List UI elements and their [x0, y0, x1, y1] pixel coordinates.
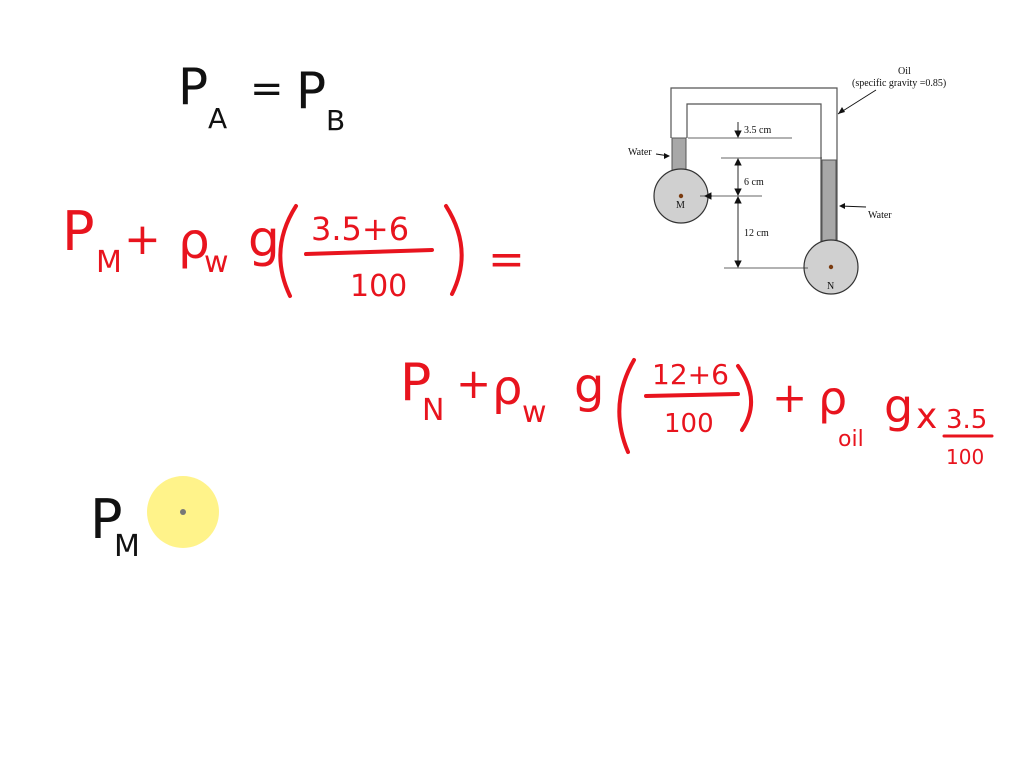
eq3-frac2-denominator: 100 [946, 445, 985, 469]
eq1-p2-subscript: B [326, 104, 346, 137]
point-n-label: N [827, 281, 835, 292]
eq2-rho-subscript: w [204, 245, 229, 280]
eq2-equals: = [488, 234, 525, 285]
oil-label: Oil [898, 66, 911, 77]
eq3-rho-oil-symbol: ρ [818, 371, 848, 425]
water-column-right [822, 160, 836, 250]
eq1-equals: = [250, 66, 284, 112]
point-m-label: M [676, 200, 685, 211]
eq3-numerator: 12+6 [652, 358, 729, 391]
eq4-p-symbol: P [90, 488, 123, 551]
eq3-rho-symbol: ρ [492, 360, 523, 416]
eq3-denominator: 100 [664, 409, 714, 439]
eq4-p-subscript: M [114, 529, 140, 564]
dim-mid-label: 6 cm [744, 177, 764, 188]
eq1-p-symbol: P [178, 58, 209, 116]
pointer-highlight [147, 476, 219, 548]
dim-top-label: 3.5 cm [744, 125, 772, 136]
water-right-label: Water [868, 210, 892, 221]
eq3-p-subscript: N [422, 393, 445, 428]
eq1-p-subscript: A [208, 102, 228, 135]
eq3-plus-1: + [456, 359, 492, 408]
eq2-denominator: 100 [350, 269, 408, 304]
eq3-plus-2: + [772, 373, 808, 422]
eq3-times: x [916, 396, 938, 437]
eq3-rho-oil-subscript: oil [838, 427, 864, 452]
eq3-fraction-bar [646, 394, 738, 396]
oil-gravity-label: (specific gravity =0.85) [852, 78, 947, 89]
eq2-rho-symbol: ρ [178, 212, 210, 270]
eq2-g: g [248, 210, 280, 268]
eq3-g-2: g [884, 379, 914, 433]
water-column-left [672, 138, 686, 172]
dim-bottom-label: 12 cm [744, 228, 769, 239]
eq3-g-1: g [574, 358, 605, 414]
point-m-dot [679, 194, 683, 198]
eq3-frac2-numerator: 3.5 [946, 405, 988, 435]
eq2-numerator: 3.5+6 [311, 210, 410, 248]
eq2-p-symbol: P [62, 200, 95, 263]
eq1-p2-symbol: P [296, 62, 327, 120]
eq3-rho-subscript: w [522, 395, 547, 430]
eq2-p-subscript: M [96, 245, 122, 280]
eq3-p-symbol: P [400, 353, 432, 413]
water-left-label: Water [628, 147, 652, 158]
point-n-dot [829, 265, 833, 269]
eq2-plus: + [124, 214, 161, 265]
